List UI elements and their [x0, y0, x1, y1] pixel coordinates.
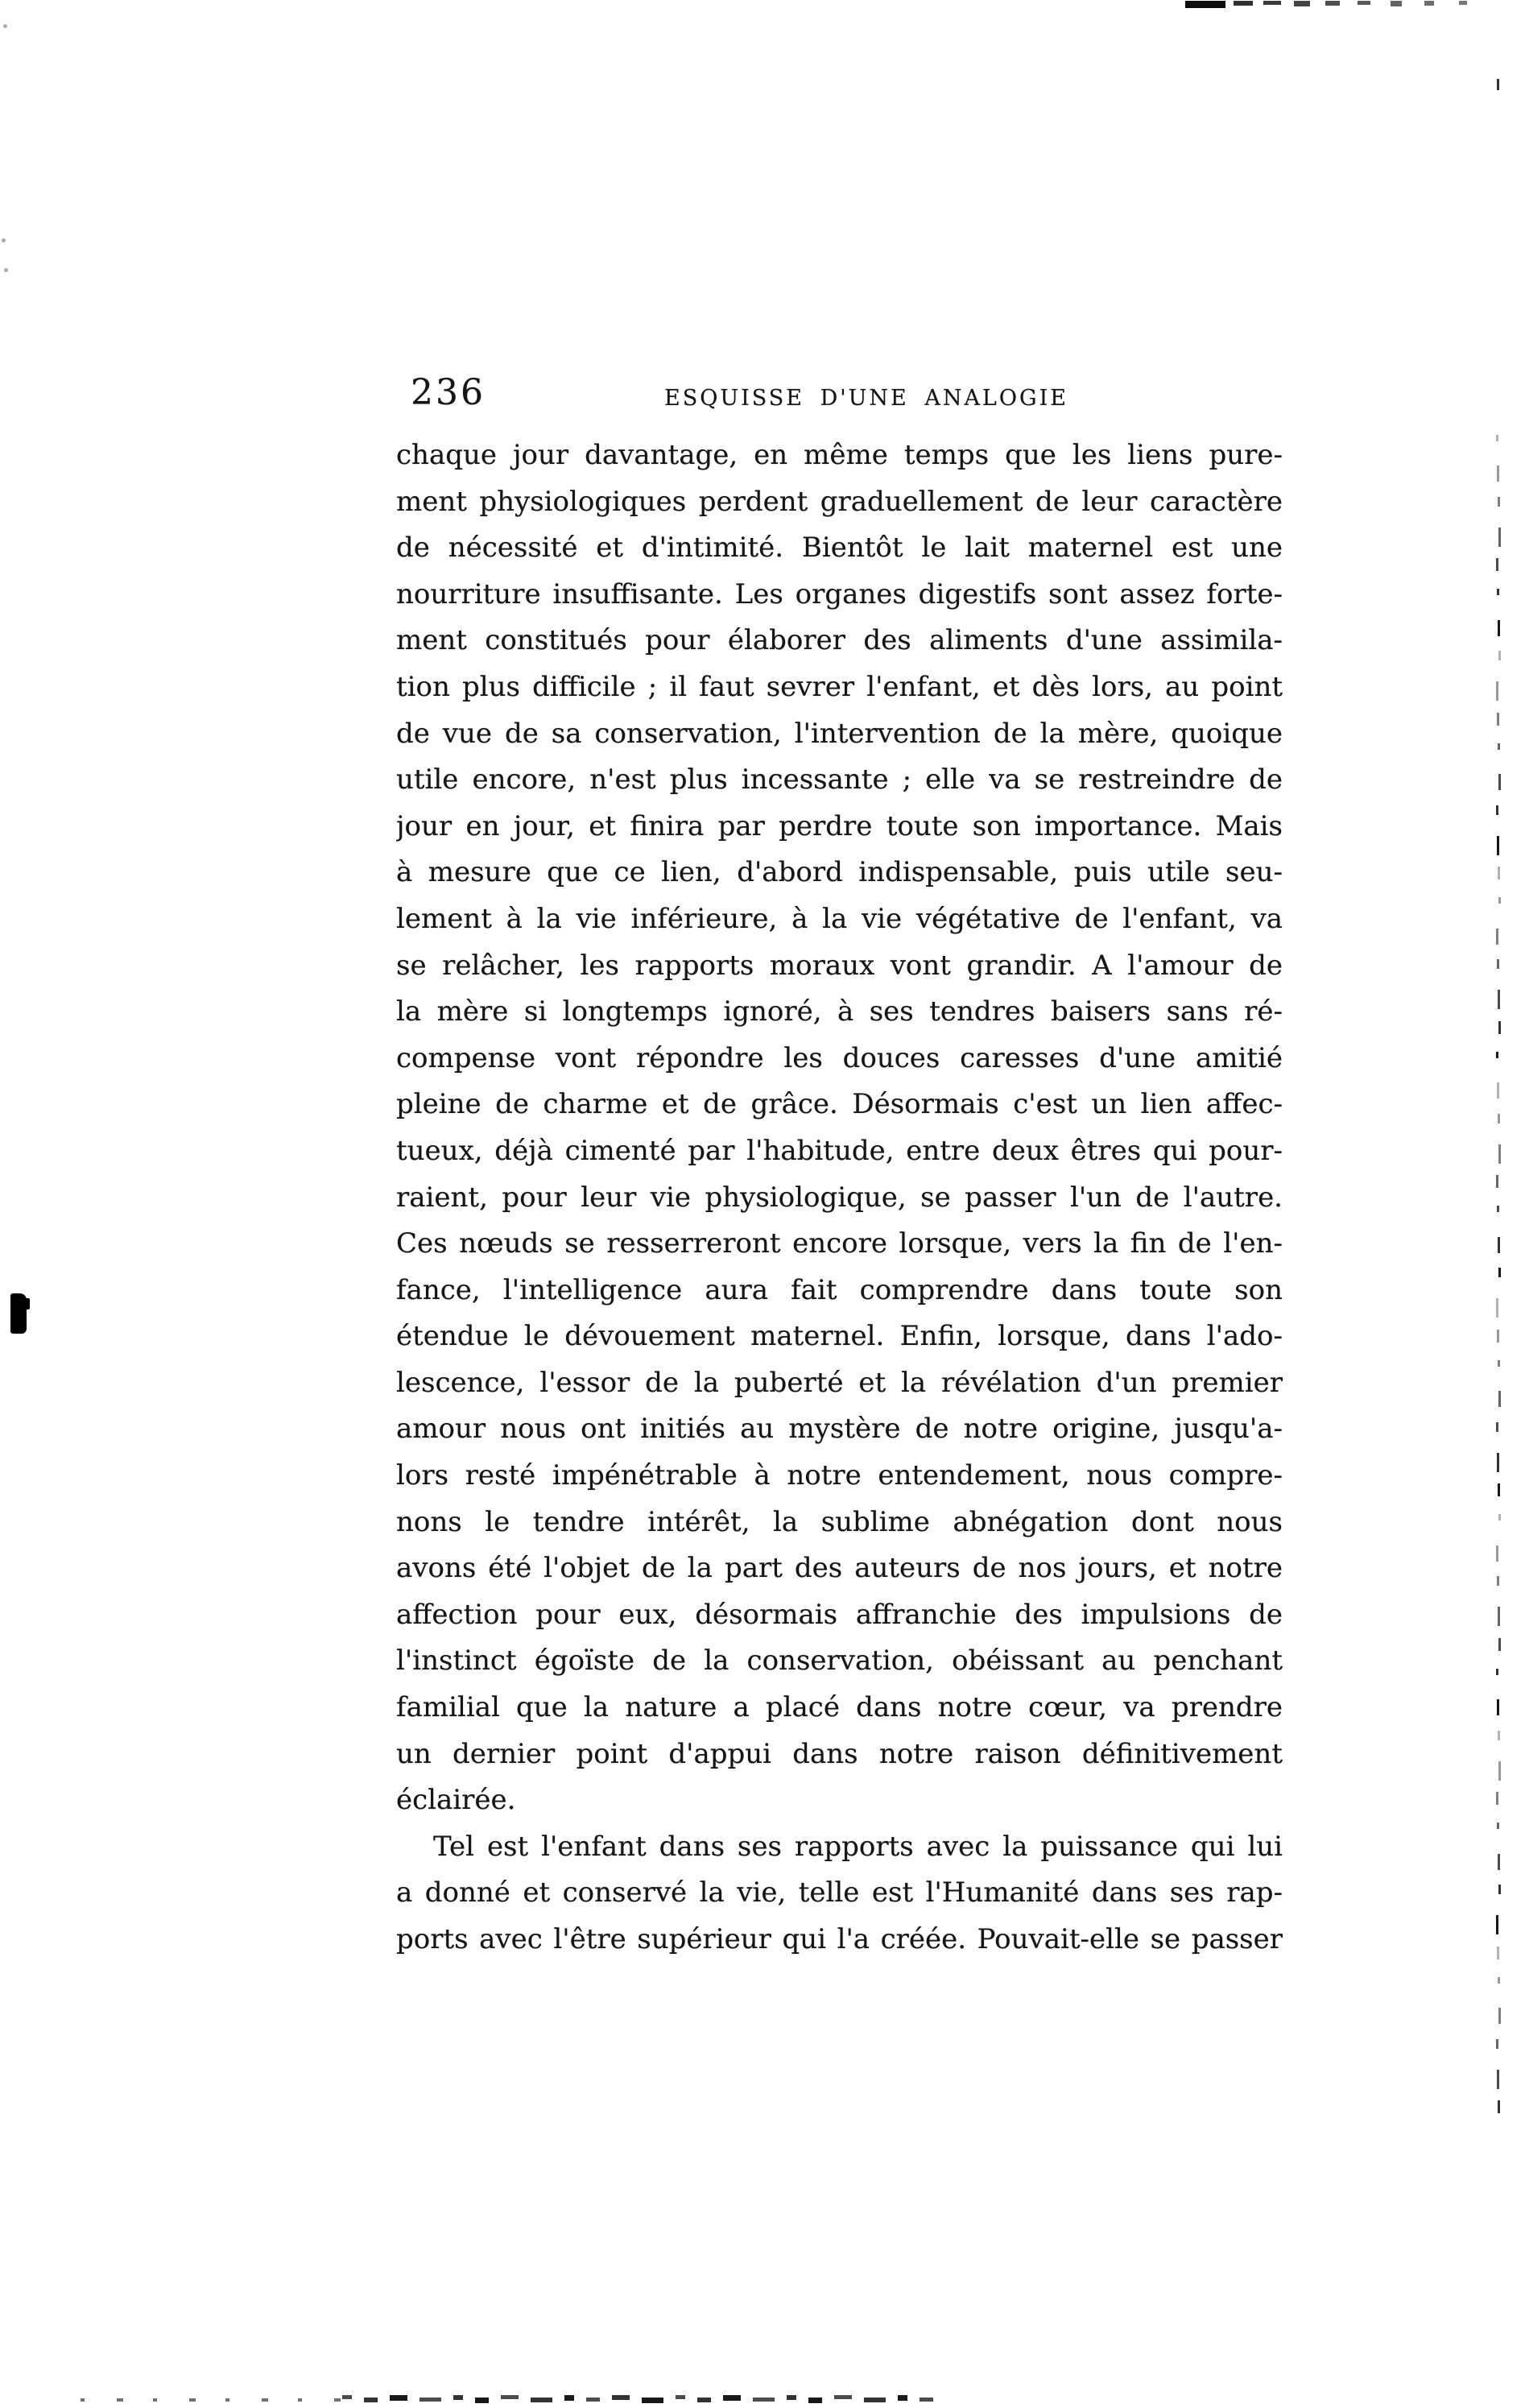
- text-line: de vue de sa conservation, l'intervention de la mère, quoique: [396, 717, 1283, 750]
- text-line: fance, l'intelligence aura fait comprendre dans toute son: [396, 1273, 1283, 1306]
- text-line: amour nous ont initiés au mystère de notre origine, jusqu'a-: [396, 1413, 1283, 1446]
- bottom-edge-dot: [225, 2398, 229, 2402]
- text-line: a donné et conservé la vie, telle est l'Humanité dans ses rap-: [396, 1876, 1283, 1909]
- bottom-edge-dash: [342, 2395, 352, 2399]
- text-line: étendue le dévouement maternel. Enfin, lorsque, dans l'ado-: [396, 1320, 1283, 1353]
- right-margin-tick: [1498, 1114, 1500, 1123]
- text-line: lement à la vie inférieure, à la vie végétative de l'enfant, va: [396, 902, 1283, 935]
- bottom-edge-dash: [531, 2398, 552, 2402]
- bottom-edge-dot: [117, 2398, 123, 2402]
- top-edge-dash: [1263, 1, 1281, 5]
- right-margin-tick: [1498, 990, 1500, 1009]
- right-margin-tick: [1496, 435, 1498, 441]
- left-edge-speck: [2, 238, 6, 242]
- right-margin-tick: [1498, 1761, 1501, 1781]
- right-margin-tick: [1498, 1977, 1500, 1984]
- bottom-edge-dash: [419, 2398, 441, 2402]
- right-margin-tick: [1498, 1391, 1501, 1407]
- text-line: avons été l'objet de la part des auteurs de nos jours, et notre: [396, 1552, 1283, 1585]
- bottom-edge-dash: [586, 2398, 600, 2402]
- text-line: tion plus difficile ; il faut sevrer l'enfant, et dès lors, au point: [396, 670, 1283, 703]
- right-margin-tick: [1498, 1514, 1501, 1521]
- right-margin-tick: [1497, 713, 1499, 726]
- right-margin-tick: [1496, 1545, 1498, 1562]
- bottom-edge-dash: [864, 2398, 886, 2402]
- bottom-edge-dot: [81, 2398, 85, 2402]
- bottom-edge-dash: [364, 2398, 378, 2402]
- right-margin-tick: [1498, 2100, 1500, 2113]
- right-margin-tick: [1497, 1699, 1499, 1715]
- right-margin-tick: [1498, 1021, 1501, 1034]
- right-margin-tick: [1498, 2008, 1501, 2024]
- bottom-edge-dot: [189, 2398, 196, 2402]
- right-margin-tick: [1498, 1483, 1500, 1496]
- text-line: à mesure que ce lien, d'abord indispensable, puis utile seu-: [396, 856, 1283, 889]
- bottom-edge-dash: [642, 2398, 663, 2403]
- right-margin-tick: [1498, 897, 1501, 904]
- bottom-edge-dash: [612, 2395, 630, 2400]
- right-margin-tick: [1497, 959, 1499, 969]
- bottom-edge-dash: [808, 2398, 822, 2403]
- right-margin-tick: [1496, 681, 1498, 701]
- right-margin-tick: [1496, 2039, 1498, 2049]
- bottom-edge-dash: [564, 2395, 574, 2401]
- top-edge-dash: [1391, 1, 1402, 6]
- bottom-edge-dash: [453, 2395, 463, 2400]
- text-line: la mère si longtemps ignoré, à ses tendres baisers sans ré-: [396, 995, 1283, 1028]
- text-line: Ces nœuds se resserreront encore lorsque, vers la fin de l'en-: [396, 1227, 1283, 1260]
- bottom-edge-dash: [723, 2395, 741, 2401]
- text-line: pleine de charme et de grâce. Désormais c'est un lien affec-: [396, 1088, 1283, 1121]
- bottom-edge-dash: [898, 2395, 907, 2401]
- top-edge-dash: [1234, 1, 1253, 6]
- right-margin-tick: [1498, 1885, 1501, 1894]
- right-margin-tick: [1496, 1175, 1498, 1188]
- top-edge-dash: [1459, 1, 1467, 5]
- right-margin-tick: [1498, 1638, 1501, 1651]
- text-line: chaque jour davantage, en même temps que les liens pure-: [396, 439, 1283, 471]
- right-margin-tick: [1498, 1237, 1500, 1253]
- ink-blot-mark: [10, 1293, 27, 1334]
- right-margin-tick: [1496, 1298, 1498, 1318]
- right-margin-tick: [1497, 465, 1499, 482]
- top-edge-dash: [1424, 1, 1434, 6]
- running-title: ESQUISSE D'UNE ANALOGIE: [664, 386, 1068, 411]
- bottom-edge-dash: [501, 2395, 519, 2399]
- text-line: familial que la nature a placé dans notre cœur, va prendre: [396, 1691, 1283, 1724]
- top-edge-dash: [1294, 1, 1310, 6]
- right-margin-tick: [1496, 1052, 1498, 1058]
- right-margin-tick: [1498, 1731, 1500, 1740]
- top-edge-dash: [1185, 1, 1225, 8]
- text-line: se relâcher, les rapports moraux vont grandir. A l'amour de: [396, 949, 1283, 982]
- right-margin-tick: [1497, 1576, 1499, 1586]
- right-margin-tick: [1497, 1823, 1499, 1829]
- bottom-edge-dash: [834, 2395, 852, 2399]
- right-margin-tick: [1498, 1607, 1500, 1626]
- text-line: tueux, déjà cimenté par l'habitude, entre deux êtres qui pour-: [396, 1134, 1283, 1167]
- right-margin-tick: [1497, 1082, 1499, 1098]
- page-number: 236: [411, 372, 486, 413]
- right-margin-tick: [1498, 497, 1500, 507]
- right-margin-tick: [1498, 1854, 1500, 1870]
- top-edge-dash: [1358, 1, 1370, 5]
- right-margin-tick: [1498, 1268, 1501, 1277]
- text-line: un dernier point d'appui dans notre raison définitivement: [396, 1737, 1283, 1770]
- text-line: l'instinct égoïste de la conservation, obéissant au penchant: [396, 1645, 1283, 1678]
- text-line: ment physiologiques perdent graduellement de leur caractère: [396, 485, 1283, 518]
- right-margin-tick: [1498, 528, 1501, 547]
- text-line: lescence, l'essor de la puberté et la révélation d'un premier: [396, 1366, 1283, 1399]
- right-margin-tick: [1498, 774, 1501, 790]
- bottom-edge-dash: [697, 2398, 711, 2402]
- right-margin-tick: [1498, 620, 1500, 636]
- text-line: nourriture insuffisante. Les organes digestifs sont assez forte-: [396, 577, 1283, 610]
- right-margin-tick: [1498, 743, 1500, 750]
- top-edge-dash: [1325, 1, 1340, 6]
- bottom-edge-dash: [390, 2395, 407, 2401]
- bottom-edge-dot: [298, 2398, 302, 2402]
- text-line: jour en jour, et finira par perdre toute son importance. Mais: [396, 809, 1283, 842]
- right-margin-tick: [1496, 1422, 1498, 1432]
- right-margin-tick: [1496, 1792, 1498, 1805]
- text-line: utile encore, n'est plus incessante ; elle va se restreindre de: [396, 763, 1283, 796]
- bottom-edge-dash: [676, 2395, 685, 2399]
- bottom-edge-dash: [753, 2398, 775, 2402]
- text-line: affection pour eux, désormais affranchie des impulsions de: [396, 1598, 1283, 1631]
- text-line: compense vont répondre les douces caresses d'une amitié: [396, 1041, 1283, 1074]
- right-margin-tick: [1497, 79, 1499, 90]
- right-margin-tick: [1496, 929, 1498, 945]
- text-line: éclairée.: [396, 1784, 516, 1817]
- bottom-edge-dot: [262, 2398, 268, 2402]
- bottom-edge-dash: [920, 2398, 933, 2402]
- bottom-edge-dot: [334, 2398, 341, 2402]
- right-margin-tick: [1496, 1669, 1498, 1675]
- right-margin-tick: [1497, 2070, 1499, 2089]
- right-margin-tick: [1496, 805, 1498, 815]
- right-margin-tick: [1498, 651, 1501, 660]
- text-line: ports avec l'être supérieur qui l'a créée. Pouvait-elle se passer: [396, 1923, 1283, 1955]
- right-margin-tick: [1496, 558, 1498, 571]
- right-margin-tick: [1498, 1360, 1500, 1367]
- text-line: ment constitués pour élaborer des aliments d'une assimila-: [396, 624, 1283, 657]
- left-edge-speck: [4, 268, 8, 272]
- left-edge-speck: [3, 24, 7, 28]
- right-margin-tick: [1498, 1144, 1501, 1164]
- bottom-edge-dot: [153, 2398, 157, 2402]
- right-margin-tick: [1497, 1947, 1499, 1959]
- right-margin-tick: [1498, 867, 1500, 879]
- right-margin-tick: [1497, 1453, 1499, 1472]
- right-margin-tick: [1497, 1330, 1499, 1343]
- bottom-edge-dash: [787, 2395, 796, 2400]
- text-line: nons le tendre intérêt, la sublime abnégation dont nous: [396, 1505, 1283, 1538]
- right-margin-tick: [1496, 1915, 1498, 1934]
- bottom-edge-dash: [475, 2398, 489, 2403]
- right-margin-tick: [1497, 836, 1499, 855]
- body-text: [396, 432, 1283, 1963]
- right-margin-tick: [1497, 1206, 1499, 1212]
- text-line: Tel est l'enfant dans ses rapports avec la puissance qui lui: [433, 1830, 1283, 1863]
- text-line: de nécessité et d'intimité. Bientôt le lait maternel est une: [396, 532, 1283, 565]
- right-margin-tick: [1497, 589, 1499, 595]
- text-line: raient, pour leur vie physiologique, se passer l'un de l'autre.: [396, 1181, 1283, 1214]
- text-line: lors resté impénétrable à notre entendement, nous compre-: [396, 1459, 1283, 1492]
